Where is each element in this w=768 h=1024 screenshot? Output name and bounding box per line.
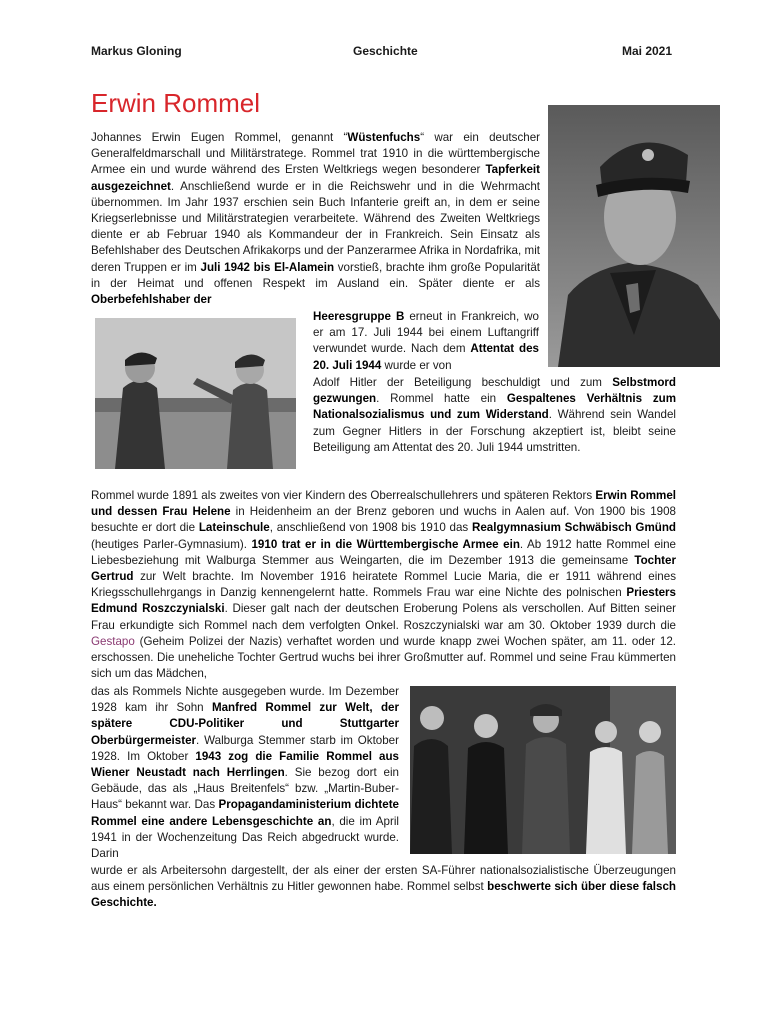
intro-paragraph: Johannes Erwin Eugen Rommel, genannt “Wüstenfuchs“ war ein deutscher Generalfeldmarschall und Militärstratege. Rommel trat 1910 in die württembergische Armee ein und wurde während des Ersten Weltkriegs wegen besonderer Tapferkeit ausgezeichnet. Anschließend wurde er in die Reichswehr und in die Wehrmacht übernommen. Im Jahr 1937 erschien sein Buch Infanterie greift an, in dem er seine Kriegserlebnisse und Militärstrategien verarbeitete. Während des Zweiten Weltkriegs diente er ab Februar 1940 als Kommandeur der in Frankreich. Sein Einsatz als Befehlshaber des Deutschen Afrikakorps und der Panzerarmee Afrika in Nordafrika, mit deren Truppen er im Juli 1942 bis El-Alamein vorstieß, brachte ihm große Popularität in der Heimat und offenen Respekt im Ausland ein. Später diente er als Oberbefehlshaber der bbox=[91, 131, 541, 307]
page-title: Erwin Rommel bbox=[91, 88, 261, 118]
header-subject: Geschichte bbox=[353, 44, 418, 58]
intro-paragraph-end: Adolf Hitler der Beteiligung beschuldigt und zum Selbstmord gezwungen. Rommel hatte ein Gespaltenes Verhältnis zum Nationalsozialismus und zum Widerstand. Während sein Wandel zum Gegner Hitlers in der Forschung akzeptiert ist, bleibt seine Beteiligung am Attentat des 20. Juli 1944 umstritten. bbox=[313, 376, 677, 454]
gestapo-link[interactable]: Gestapo bbox=[91, 634, 135, 648]
intro-paragraph-cont: Heeresgruppe B erneut in Frankreich, wo er am 17. Juli 1944 bei einem Luftangriff verwundet wurde. Nach dem Attentat des 20. Juli 1944 wurde er von bbox=[313, 310, 539, 372]
biography-paragraph-cont: das als Rommels Nichte ausgegeben wurde. Im Dezember 1928 kam ihr Sohn Manfred Rommel zur Welt, der spätere CDU-Politiker und Stuttgarter Oberbürgermeister. Walburga Stemmer starb im Oktober 1928. Im Oktober 1943 zog die Familie Rommel aus Wiener Neustadt nach Herrlingen. Sie bezog dort ein Gebäude, das als „Haus Breitenfels“ bzw. „Martin-Buber-Haus“ bekannt war. Das Propagandaministerium dichtete Rommel eine andere Lebensgeschichte an, die im April 1941 in der Wochenzeitung Das Reich abgedruckt wurde. Darin bbox=[91, 685, 400, 861]
hitler-salute-photo bbox=[95, 318, 296, 469]
rommel-portrait-photo bbox=[548, 105, 720, 367]
biography-paragraph: Rommel wurde 1891 als zweites von vier Kindern des Oberrealschullehrers und späteren Rektors Erwin Rommel und dessen Frau Helene in Heidenheim an der Brenz geboren und wuchs in Aalen auf. Von 1900 bis 1908 besuchte er dort die Lateinschule, anschließend von 1908 bis 1910 das Realgymnasium Schwäbisch Gmünd (heutiges Parler-Gymnasium). 1910 trat er in die Württembergische Armee ein. Ab 1912 hatte Rommel eine Liebesbeziehung mit Walburga Stemmer aus Weingarten, die im Dezember 1913 die gemeinsame Tochter Gertrud zur Welt brachte. Im November 1916 heiratete Rommel Lucie Maria, die er 1911 während eines Kriegsschullehrgangs in Danzig kennengelernt hatte. Rommels Frau war eine Nichte des polnischen Priesters Edmund Roszczynialski. Dieser galt nach der deutschen Eroberung Polens als verschollen. Auf Bitten seiner Frau erkundigte sich Rommel nach dem verfolgten Onkel. Roszczynialski war am 30. Oktober 1939 durch die Gestapo (Geheim Polizei der Nazis) verhaftet worden und wurde knapp zwei Wochen später, am 11. oder 12. erschossen. Die uneheliche Tochter Gertrud wuchs bei ihrer Großmutter auf. Rommel und seine Frau kümmerten sich um das Mädchen, bbox=[91, 489, 677, 681]
header-date: Mai 2021 bbox=[622, 44, 673, 58]
rommel-family-photo bbox=[410, 686, 676, 854]
header-author: Markus Gloning bbox=[91, 44, 182, 58]
biography-paragraph-end: wurde er als Arbeitersohn dargestellt, der als einer der ersten SA-Führer nationalsozialistische Überzeugungen aus einem persönlichen Verhältnis zu Hitler gewonnen habe. Rommel selbst beschwerte sich über diese falsch Geschichte. bbox=[91, 864, 677, 910]
